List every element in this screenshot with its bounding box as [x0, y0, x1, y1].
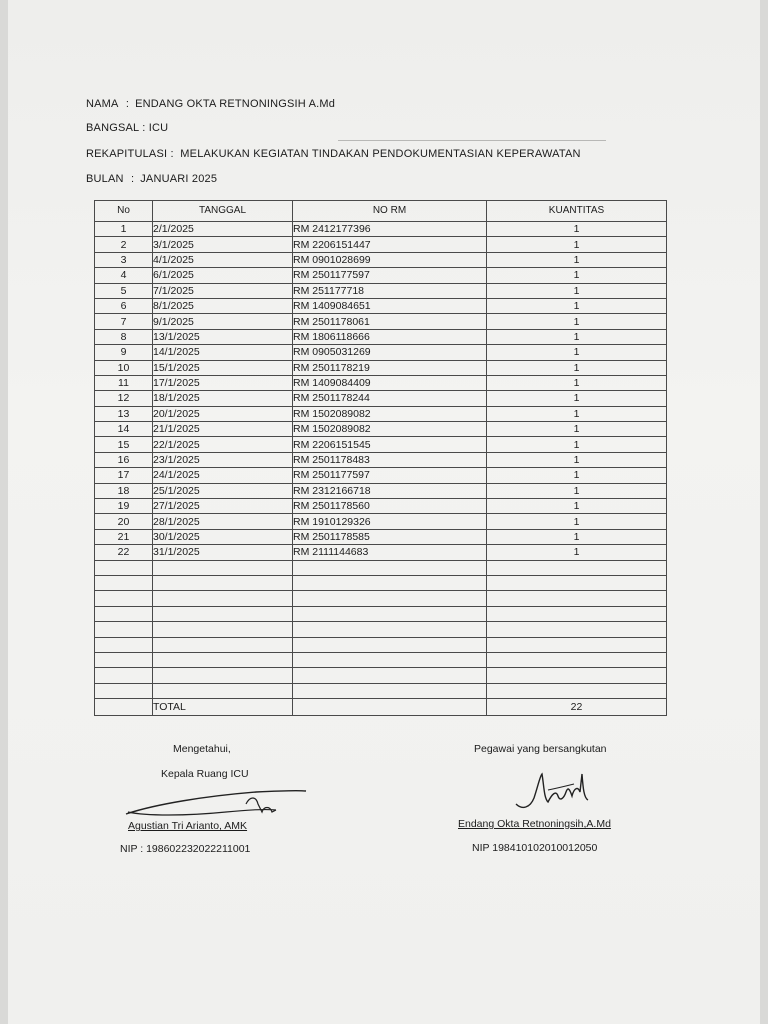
table-row [95, 314, 667, 329]
no-rm-cell: RM 2501178061 [293, 314, 487, 329]
empty-cell [487, 560, 667, 575]
empty-cell [95, 683, 153, 698]
empty-cell [95, 606, 153, 621]
no-rm-cell: RM 2111144683 [293, 545, 487, 560]
row-number-cell: 8 [95, 329, 153, 344]
empty-cell [293, 637, 487, 652]
total-empty-cell [293, 699, 487, 716]
kuantitas-cell: 1 [487, 514, 667, 529]
kuantitas-cell: 1 [487, 252, 667, 267]
table-row [95, 391, 667, 406]
empty-cell [487, 668, 667, 683]
row-number-cell: 4 [95, 268, 153, 283]
row-number-cell: 14 [95, 422, 153, 437]
left-signer-name: Agustian Tri Arianto, AMK [128, 820, 248, 832]
no-rm-cell: RM 2501178219 [293, 360, 487, 375]
table-row [95, 222, 667, 237]
empty-cell [487, 637, 667, 652]
row-number-cell: 2 [95, 237, 153, 252]
rekap-value: MELAKUKAN KEGIATAN TINDAKAN PENDOKUMENTASIAN KEPERAWATAN [180, 148, 581, 160]
empty-table-row [95, 637, 667, 652]
table-row [95, 529, 667, 544]
empty-table-row [95, 575, 667, 590]
no-rm-cell: RM 2501178585 [293, 529, 487, 544]
table-row [95, 375, 667, 390]
kuantitas-cell: 1 [487, 237, 667, 252]
tanggal-cell: 4/1/2025 [153, 252, 293, 267]
empty-table-row [95, 683, 667, 698]
row-number-cell: 5 [95, 283, 153, 298]
no-rm-cell: RM 2501177597 [293, 268, 487, 283]
bangsal-value: ICU [148, 122, 169, 134]
row-number-cell: 21 [95, 529, 153, 544]
kuantitas-cell: 1 [487, 329, 667, 344]
tanggal-cell: 25/1/2025 [153, 483, 293, 498]
column-header-no: No [95, 201, 153, 222]
empty-table-row [95, 591, 667, 606]
empty-cell [293, 560, 487, 575]
bulan-label: BULAN [86, 173, 124, 185]
empty-cell [153, 652, 293, 667]
tanggal-cell: 9/1/2025 [153, 314, 293, 329]
kuantitas-cell: 1 [487, 468, 667, 483]
row-number-cell: 13 [95, 406, 153, 421]
no-rm-cell: RM 1910129326 [293, 514, 487, 529]
empty-cell [487, 606, 667, 621]
colon: : [122, 98, 130, 110]
kuantitas-cell: 1 [487, 529, 667, 544]
empty-cell [293, 668, 487, 683]
row-number-cell: 11 [95, 375, 153, 390]
empty-table-row [95, 652, 667, 667]
no-rm-cell: RM 0901028699 [293, 252, 487, 267]
no-rm-cell: RM 0905031269 [293, 345, 487, 360]
table-row [95, 437, 667, 452]
tanggal-cell: 30/1/2025 [153, 529, 293, 544]
kuantitas-cell: 1 [487, 437, 667, 452]
table-row [95, 360, 667, 375]
no-rm-cell: RM 2501178483 [293, 452, 487, 467]
empty-cell [153, 668, 293, 683]
no-rm-cell: RM 2501178560 [293, 499, 487, 514]
left-acknowledged-text: Mengetahui, [173, 743, 231, 755]
row-number-cell: 15 [95, 437, 153, 452]
no-rm-cell: RM 2206151545 [293, 437, 487, 452]
empty-cell [487, 622, 667, 637]
header-rule [338, 140, 606, 141]
right-signature-image [508, 768, 598, 818]
tanggal-cell: 22/1/2025 [153, 437, 293, 452]
header-nama [86, 98, 335, 110]
column-header-no-rm: NO RM [293, 201, 487, 222]
no-rm-cell: RM 251177718 [293, 283, 487, 298]
table-row [95, 468, 667, 483]
tanggal-cell: 17/1/2025 [153, 375, 293, 390]
empty-table-row [95, 668, 667, 683]
tanggal-cell: 27/1/2025 [153, 499, 293, 514]
tanggal-cell: 24/1/2025 [153, 468, 293, 483]
no-rm-cell: RM 1806118666 [293, 329, 487, 344]
kuantitas-cell: 1 [487, 375, 667, 390]
table-row [95, 329, 667, 344]
empty-cell [293, 652, 487, 667]
table-row [95, 514, 667, 529]
header-bangsal [86, 122, 168, 134]
no-rm-cell: RM 2501178244 [293, 391, 487, 406]
empty-cell [95, 591, 153, 606]
tanggal-cell: 21/1/2025 [153, 422, 293, 437]
total-row [95, 699, 667, 716]
tanggal-cell: 6/1/2025 [153, 268, 293, 283]
column-header-kuantitas: KUANTITAS [487, 201, 667, 222]
kuantitas-cell: 1 [487, 222, 667, 237]
kuantitas-cell: 1 [487, 283, 667, 298]
kuantitas-cell: 1 [487, 345, 667, 360]
empty-cell [153, 637, 293, 652]
empty-cell [95, 622, 153, 637]
row-number-cell: 22 [95, 545, 153, 560]
empty-cell [95, 637, 153, 652]
empty-table-row [95, 622, 667, 637]
kuantitas-cell: 1 [487, 483, 667, 498]
right-signer-nip: NIP 198410102010012050 [472, 842, 598, 854]
bulan-value: JANUARI 2025 [140, 173, 218, 185]
empty-cell [95, 668, 153, 683]
kuantitas-cell: 1 [487, 406, 667, 421]
nama-value: ENDANG OKTA RETNONINGSIH A.Md [135, 98, 336, 110]
header-bulan [86, 173, 217, 185]
table-row [95, 345, 667, 360]
tanggal-cell: 23/1/2025 [153, 452, 293, 467]
right-signer-name: Endang Okta Retnoningsih,A.Md [458, 818, 611, 830]
total-label: TOTAL [153, 699, 293, 716]
bangsal-label: BANGSAL : [86, 122, 146, 134]
tanggal-cell: 31/1/2025 [153, 545, 293, 560]
row-number-cell: 19 [95, 499, 153, 514]
empty-cell [293, 622, 487, 637]
empty-cell [153, 591, 293, 606]
row-number-cell: 6 [95, 298, 153, 313]
kuantitas-cell: 1 [487, 360, 667, 375]
table-row [95, 483, 667, 498]
no-rm-cell: RM 1409084651 [293, 298, 487, 313]
empty-cell [487, 575, 667, 590]
row-number-cell: 17 [95, 468, 153, 483]
left-position-text: Kepala Ruang ICU [161, 768, 249, 780]
tanggal-cell: 13/1/2025 [153, 329, 293, 344]
table-row [95, 283, 667, 298]
empty-table-row [95, 560, 667, 575]
empty-cell [153, 622, 293, 637]
empty-cell [487, 652, 667, 667]
kuantitas-cell: 1 [487, 499, 667, 514]
tanggal-cell: 18/1/2025 [153, 391, 293, 406]
empty-cell [153, 560, 293, 575]
no-rm-cell: RM 2206151447 [293, 237, 487, 252]
tanggal-cell: 14/1/2025 [153, 345, 293, 360]
kuantitas-cell: 1 [487, 452, 667, 467]
empty-cell [293, 575, 487, 590]
empty-cell [153, 683, 293, 698]
empty-cell [95, 575, 153, 590]
kuantitas-cell: 1 [487, 545, 667, 560]
empty-cell [293, 683, 487, 698]
row-number-cell: 18 [95, 483, 153, 498]
kuantitas-cell: 1 [487, 268, 667, 283]
left-signer-nip: NIP : 198602232022211001 [120, 843, 251, 855]
kuantitas-cell: 1 [487, 391, 667, 406]
table-row [95, 422, 667, 437]
empty-cell [487, 591, 667, 606]
no-rm-cell: RM 2501177597 [293, 468, 487, 483]
empty-cell [487, 683, 667, 698]
total-empty-cell [95, 699, 153, 716]
tanggal-cell: 3/1/2025 [153, 237, 293, 252]
empty-cell [153, 606, 293, 621]
nama-label: NAMA [86, 98, 119, 110]
tanggal-cell: 15/1/2025 [153, 360, 293, 375]
row-number-cell: 12 [95, 391, 153, 406]
row-number-cell: 3 [95, 252, 153, 267]
row-number-cell: 9 [95, 345, 153, 360]
empty-cell [293, 591, 487, 606]
row-number-cell: 16 [95, 452, 153, 467]
row-number-cell: 1 [95, 222, 153, 237]
total-value: 22 [487, 699, 667, 716]
recap-table [94, 200, 667, 716]
table-row [95, 268, 667, 283]
empty-table-row [95, 606, 667, 621]
kuantitas-cell: 1 [487, 314, 667, 329]
table-row [95, 237, 667, 252]
left-signature-image [116, 782, 311, 822]
header-rekapitulasi [86, 148, 581, 160]
empty-cell [153, 575, 293, 590]
no-rm-cell: RM 2412177396 [293, 222, 487, 237]
table-row [95, 406, 667, 421]
no-rm-cell: RM 2312166718 [293, 483, 487, 498]
no-rm-cell: RM 1502089082 [293, 422, 487, 437]
table-row [95, 545, 667, 560]
row-number-cell: 10 [95, 360, 153, 375]
table-header-row [95, 201, 667, 222]
row-number-cell: 7 [95, 314, 153, 329]
empty-cell [95, 560, 153, 575]
rekap-label: REKAPITULASI : [86, 148, 174, 160]
table-row [95, 298, 667, 313]
row-number-cell: 20 [95, 514, 153, 529]
empty-cell [293, 606, 487, 621]
document-page [8, 0, 760, 1024]
table-row [95, 452, 667, 467]
right-employee-text: Pegawai yang bersangkutan [474, 743, 607, 755]
tanggal-cell: 7/1/2025 [153, 283, 293, 298]
tanggal-cell: 20/1/2025 [153, 406, 293, 421]
no-rm-cell: RM 1502089082 [293, 406, 487, 421]
kuantitas-cell: 1 [487, 298, 667, 313]
no-rm-cell: RM 1409084409 [293, 375, 487, 390]
empty-cell [95, 652, 153, 667]
tanggal-cell: 28/1/2025 [153, 514, 293, 529]
column-header-tanggal: TANGGAL [153, 201, 293, 222]
table-row [95, 252, 667, 267]
kuantitas-cell: 1 [487, 422, 667, 437]
tanggal-cell: 2/1/2025 [153, 222, 293, 237]
table-row [95, 499, 667, 514]
colon: : [127, 173, 135, 185]
tanggal-cell: 8/1/2025 [153, 298, 293, 313]
